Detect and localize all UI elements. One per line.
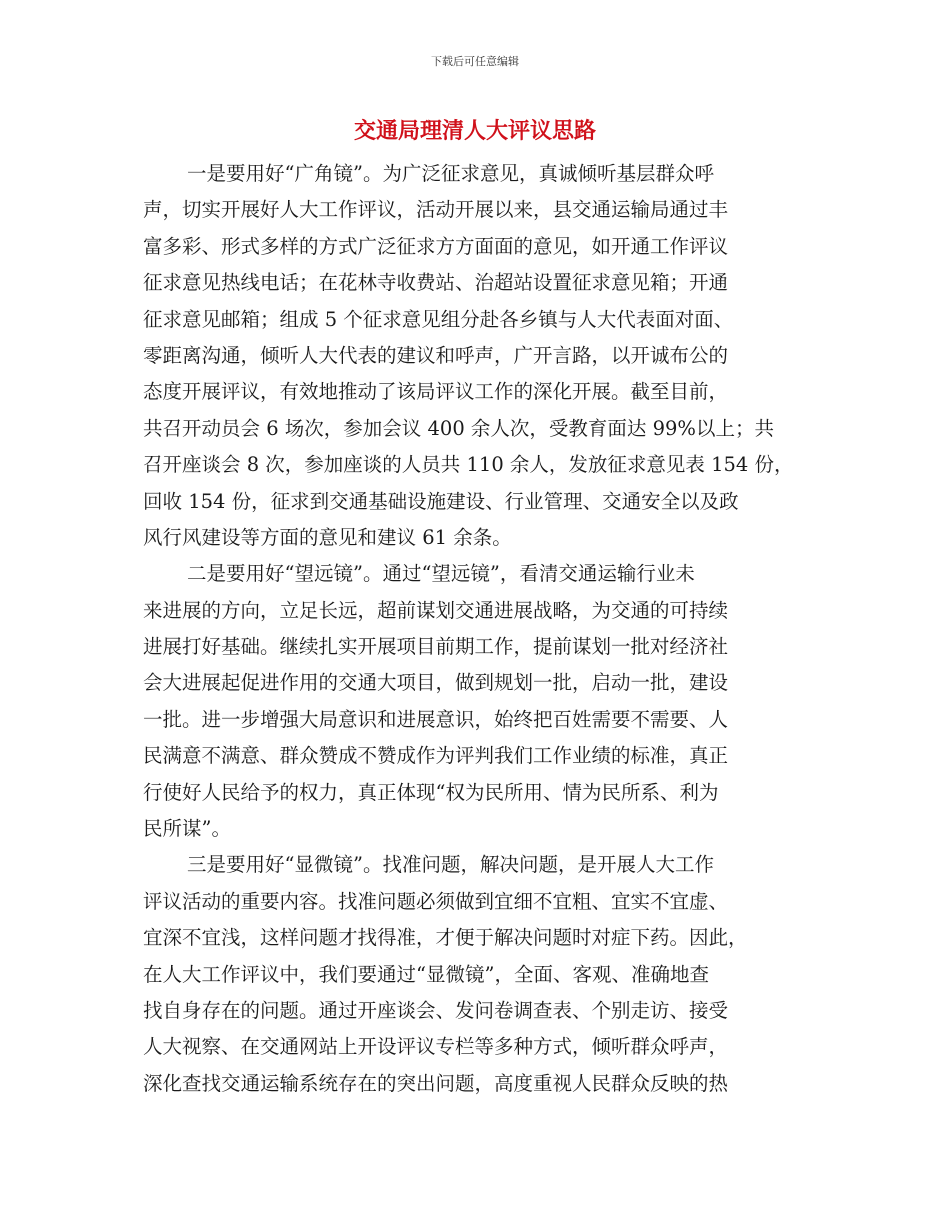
paragraph-1-line-1: 一是要用好“广角镜”。为广泛征求意见，真诚倾听基层群众呼 — [187, 162, 714, 185]
paragraph-1-line-4: 征求意见热线电话；在花林寺收费站、治超站设置征求意见箱；开通 — [143, 271, 729, 295]
paragraph-3-line-2: 评议活动的重要内容。找准问题必须做到宜细不宜粗、宜实不宜虚、 — [143, 889, 729, 913]
paragraph-3-line-6: 人大视察、在交通网站上开设评议专栏等多种方式，倾听群众呼声， — [143, 1035, 729, 1059]
paragraph-2-line-8: 民所谋”。 — [143, 817, 231, 841]
paragraph-1-line-7: 态度开展评议，有效地推动了该局评议工作的深化开展。截至目前， — [143, 380, 729, 404]
paragraph-3-line-4: 在人大工作评议中，我们要通过“显微镜”，全面、客观、准确地查 — [143, 962, 709, 986]
paragraph-1-line-8: 共召开动员会 6 场次，参加会议 400 余人次，受教育面达 99%以上；共 — [143, 416, 774, 440]
header-note: 下载后可任意编辑 — [431, 55, 519, 68]
paragraph-2-line-5: 一批。进一步增强大局意识和进展意识，始终把百姓需要不需要、人 — [143, 707, 729, 731]
paragraph-1-line-9: 召开座谈会 8 次，参加座谈的人员共 110 余人，发放征求意见表 154 份， — [143, 453, 794, 477]
paragraph-1-line-5: 征求意见邮箱；组成 5 个征求意见组分赴各乡镇与人大代表面对面、 — [143, 307, 734, 331]
paragraph-3-line-7: 深化查找交通运输系统存在的突出问题，高度重视人民群众反映的热 — [143, 1071, 729, 1095]
paragraph-1-line-3: 富多彩、形式多样的方式广泛征求方方面面的意见，如开通工作评议 — [143, 234, 729, 258]
document-body — [143, 156, 833, 1102]
paragraph-2-line-2: 来进展的方向，立足长远，超前谋划交通进展战略，为交通的可持续 — [143, 598, 729, 622]
paragraph-2-line-1: 二是要用好“望远镜”。通过“望远镜”，看清交通运输行业未 — [187, 562, 695, 586]
paragraph-1-line-11: 风行风建设等方面的意见和建议 61 余条。 — [143, 525, 512, 549]
paragraph-2-line-7: 行使好人民给予的权力，真正体现“权为民所用、情为民所系、利为 — [143, 780, 719, 804]
paragraph-2-line-3: 进展打好基础。继续扎实开展项目前期工作，提前谋划一批对经济社 — [143, 635, 729, 659]
paragraph-1-line-6: 零距离沟通，倾听人大代表的建议和呼声，广开言路，以开诚布公的 — [143, 343, 729, 367]
paragraph-3-line-3: 宜深不宜浅，这样问题才找得准，才便于解决问题时对症下药。因此， — [143, 926, 748, 950]
paragraph-3-line-1: 三是要用好“显微镜”。找准问题，解决问题，是开展人大工作 — [187, 853, 714, 877]
paragraph-2-line-6: 民满意不满意、群众赞成不赞成作为评判我们工作业绩的标准，真正 — [143, 744, 729, 768]
paragraph-1-line-10: 回收 154 份，征求到交通基础设施建设、行业管理、交通安全以及政 — [143, 489, 739, 513]
document-title: 交通局理清人大评议思路 — [353, 118, 596, 144]
paragraph-3-line-5: 找自身存在的问题。通过开座谈会、发问卷调查表、个别走访、接受 — [143, 998, 729, 1022]
paragraph-1-line-2: 声，切实开展好人大工作评议，活动开展以来，县交通运输局通过丰 — [143, 198, 729, 222]
paragraph-2-line-4: 会大进展起促进作用的交通大项目，做到规划一批，启动一批，建设 — [143, 671, 729, 695]
